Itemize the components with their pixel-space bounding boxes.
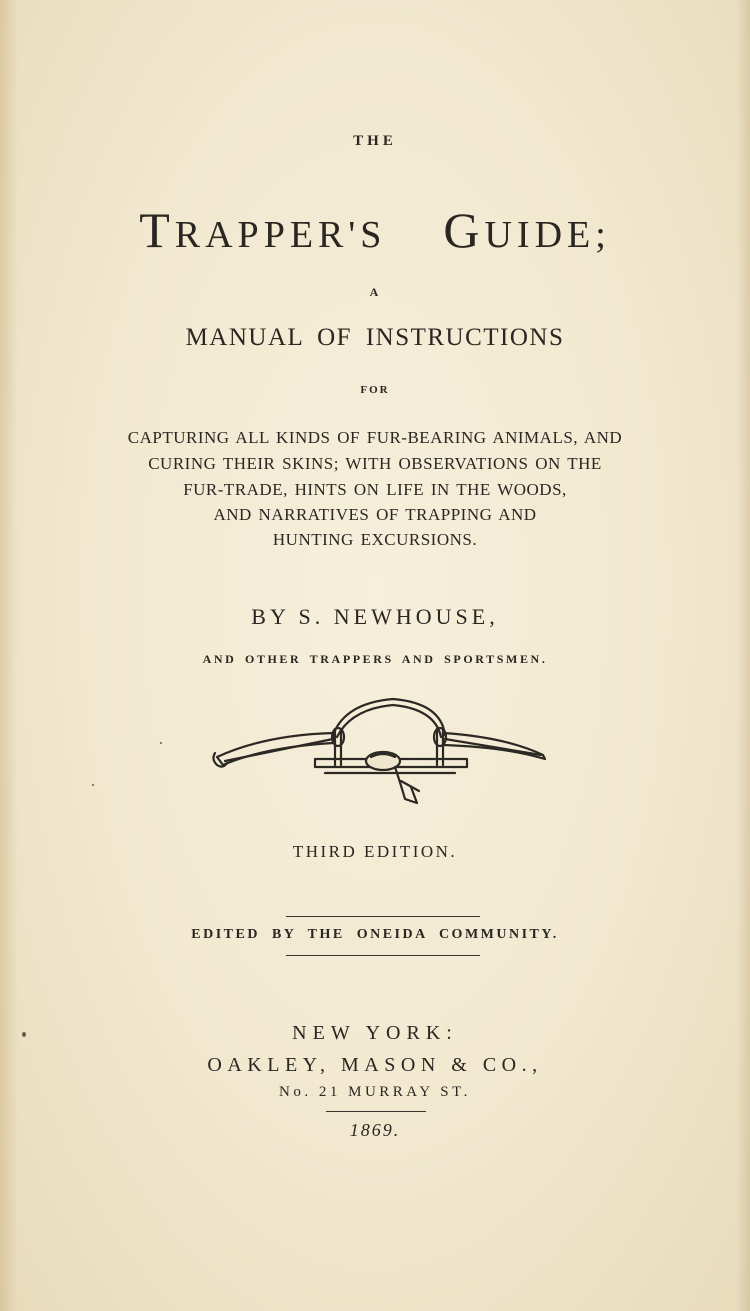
rule-above-year — [326, 1111, 426, 1112]
description-line: AND NARRATIVES OF TRAPPING AND — [213, 505, 537, 524]
title-connector-a: A — [369, 285, 381, 299]
title-initial-g: G — [443, 202, 485, 258]
subtitle: MANUAL OF INSTRUCTIONS — [185, 324, 565, 351]
title-connector-for: FOR — [360, 384, 390, 396]
editor-line: EDITED BY THE ONEIDA COMMUNITY. — [191, 927, 559, 942]
rule-above-editor — [286, 916, 480, 917]
co-authors-line: AND OTHER TRAPPERS AND SPORTSMEN. — [202, 652, 548, 666]
rule-below-editor — [286, 955, 480, 956]
edition-line: THIRD EDITION. — [292, 842, 458, 861]
description-line: HUNTING EXCURSIONS. — [272, 530, 478, 549]
steel-trap-icon — [205, 695, 555, 815]
paper-speck — [160, 742, 162, 744]
imprint-city: NEW YORK: — [292, 1022, 458, 1044]
title-article: THE — [353, 133, 397, 149]
author-line: BY S. NEWHOUSE, — [251, 604, 499, 629]
description-line: CURING THEIR SKINS; WITH OBSERVATIONS ON THE — [148, 454, 602, 473]
paper-speck — [92, 784, 94, 786]
imprint-address: No. 21 MURRAY ST. — [279, 1084, 471, 1100]
paper-speck — [22, 1032, 26, 1037]
title-initial-t: T — [139, 202, 175, 258]
book-title — [0, 200, 750, 265]
description-line: CAPTURING ALL KINDS OF FUR-BEARING ANIMALS, AND — [127, 428, 623, 447]
imprint-year: 1869. — [349, 1120, 401, 1140]
title-word-guide: UIDE; — [484, 214, 611, 256]
imprint-publisher: OAKLEY, MASON & CO., — [207, 1054, 543, 1076]
title-word-trappers: RAPPER'S — [174, 214, 387, 256]
description-line: FUR-TRADE, HINTS ON LIFE IN THE WOODS, — [183, 480, 567, 499]
